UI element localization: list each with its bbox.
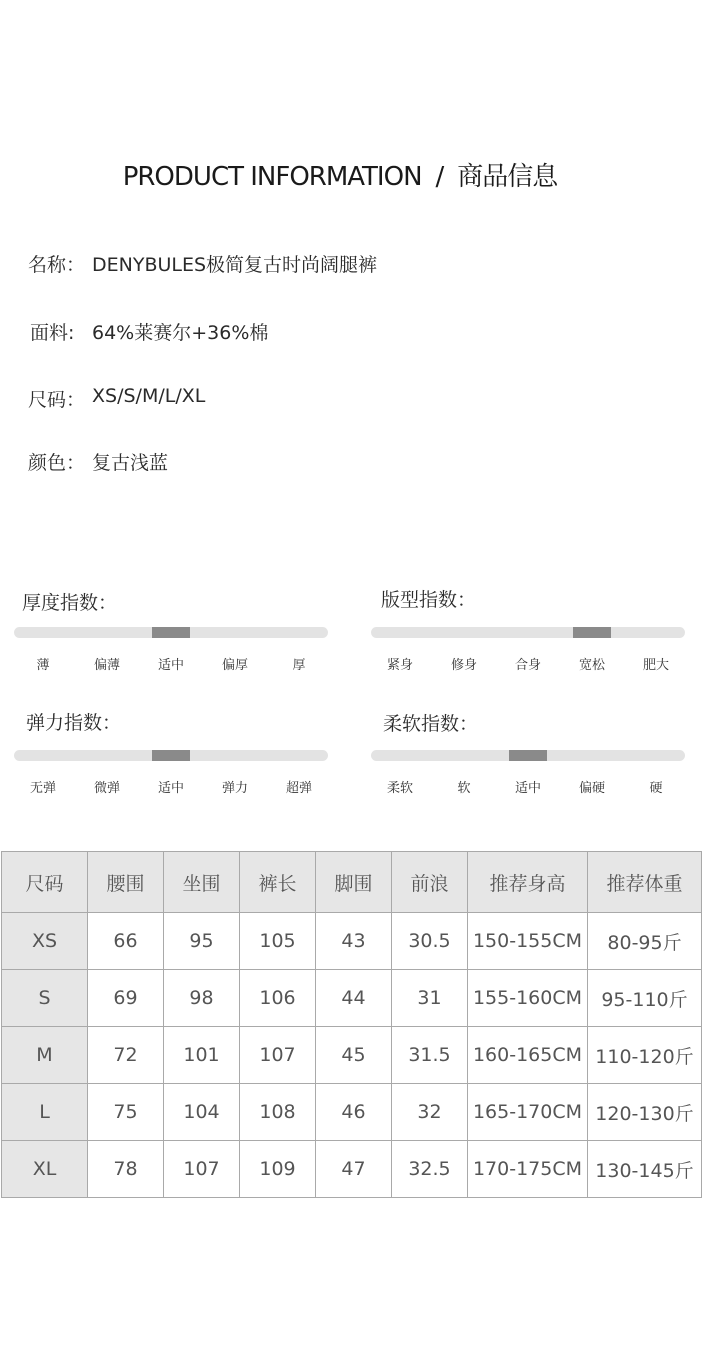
table-cell: 104	[164, 1084, 240, 1141]
info-value: 复古浅蓝	[92, 452, 169, 474]
table-cell: 31.5	[392, 1027, 468, 1084]
tick-label: 薄	[36, 658, 50, 673]
table-cell: 105	[240, 913, 316, 970]
tick-label: 微弹	[93, 781, 121, 796]
tick-label: 修身	[450, 658, 478, 673]
info-label: 尺码：	[28, 389, 86, 411]
fit-index-marker	[573, 627, 611, 638]
elasticity-index-bar	[14, 750, 328, 761]
info-value: XS/S/M/L/XL	[92, 385, 206, 407]
tick-label: 偏厚	[221, 658, 249, 673]
info-row-fabric	[30, 318, 269, 345]
title-chinese: 商品信息	[457, 162, 558, 192]
tick-label: 硬	[649, 781, 663, 796]
thickness-index-marker	[152, 627, 190, 638]
column-header: 裤长	[240, 852, 316, 913]
column-header: 脚围	[316, 852, 392, 913]
tick-label: 柔软	[386, 781, 414, 796]
column-header: 推荐身高	[468, 852, 588, 913]
table-cell: 66	[88, 913, 164, 970]
tick-label: 合身	[514, 658, 542, 673]
thickness-index-ticks	[14, 654, 328, 672]
elasticity-index-title: 弹力指数：	[26, 712, 122, 734]
softness-index-ticks	[371, 777, 685, 795]
column-header: 尺码	[2, 852, 88, 913]
table-cell: 95	[164, 913, 240, 970]
table-cell: 110-120斤	[588, 1027, 702, 1084]
table-cell: 150-155CM	[468, 913, 588, 970]
table-cell: 46	[316, 1084, 392, 1141]
elasticity-index-ticks	[14, 777, 328, 795]
table-row	[2, 970, 702, 1027]
info-label: 名称：	[28, 254, 86, 276]
tick-label: 弹力	[221, 781, 249, 796]
table-cell: 165-170CM	[468, 1084, 588, 1141]
tick-label: 软	[457, 781, 471, 796]
info-label: 面料:	[30, 322, 75, 344]
tick-label: 适中	[157, 658, 185, 673]
tick-label: 偏薄	[93, 658, 121, 673]
title-english: PRODUCT INFORMATION	[122, 162, 422, 192]
table-cell: 32	[392, 1084, 468, 1141]
table-cell: 109	[240, 1141, 316, 1198]
fit-index-ticks	[371, 654, 685, 672]
table-cell: 31	[392, 970, 468, 1027]
table-cell: 107	[240, 1027, 316, 1084]
table-row	[2, 1084, 702, 1141]
softness-index-title: 柔软指数：	[383, 713, 479, 735]
softness-index-marker	[509, 750, 547, 761]
table-cell: 44	[316, 970, 392, 1027]
table-cell: 69	[88, 970, 164, 1027]
table-cell: S	[2, 970, 88, 1027]
table-cell: 75	[88, 1084, 164, 1141]
table-cell: 72	[88, 1027, 164, 1084]
table-cell: 47	[316, 1141, 392, 1198]
title-separator: /	[435, 162, 444, 192]
info-value: 64%莱赛尔+36%棉	[92, 322, 269, 344]
table-cell: M	[2, 1027, 88, 1084]
table-cell: 43	[316, 913, 392, 970]
tick-label: 偏硬	[578, 781, 606, 796]
table-cell: 106	[240, 970, 316, 1027]
tick-label: 紧身	[386, 658, 414, 673]
size-table	[1, 851, 702, 1198]
info-value: DENYBULES极简复古时尚阔腿裤	[92, 254, 378, 276]
tick-label: 适中	[157, 781, 185, 796]
tick-label: 肥大	[642, 658, 670, 673]
info-row-name	[28, 250, 378, 277]
table-cell: 98	[164, 970, 240, 1027]
table-cell: 95-110斤	[588, 970, 702, 1027]
page-title	[0, 156, 680, 193]
table-cell: 170-175CM	[468, 1141, 588, 1198]
table-cell: L	[2, 1084, 88, 1141]
column-header: 前浪	[392, 852, 468, 913]
table-cell: 80-95斤	[588, 913, 702, 970]
softness-index-bar	[371, 750, 685, 761]
info-label: 颜色：	[28, 452, 86, 474]
table-cell: XL	[2, 1141, 88, 1198]
thickness-index-title: 厚度指数：	[22, 592, 118, 614]
tick-label: 无弹	[29, 781, 57, 796]
table-cell: 107	[164, 1141, 240, 1198]
table-cell: 30.5	[392, 913, 468, 970]
table-cell: 155-160CM	[468, 970, 588, 1027]
table-cell: 130-145斤	[588, 1141, 702, 1198]
info-row-color	[28, 448, 169, 475]
tick-label: 宽松	[578, 658, 606, 673]
table-cell: 101	[164, 1027, 240, 1084]
info-row-size	[28, 385, 206, 412]
table-cell: 120-130斤	[588, 1084, 702, 1141]
tick-label: 厚	[292, 658, 306, 673]
fit-index-title: 版型指数：	[381, 589, 477, 611]
table-row	[2, 913, 702, 970]
fit-index-bar	[371, 627, 685, 638]
elasticity-index-marker	[152, 750, 190, 761]
table-cell: 78	[88, 1141, 164, 1198]
tick-label: 适中	[514, 781, 542, 796]
table-header-row	[2, 852, 702, 913]
tick-label: 超弹	[285, 781, 313, 796]
column-header: 推荐体重	[588, 852, 702, 913]
column-header: 腰围	[88, 852, 164, 913]
table-row	[2, 1027, 702, 1084]
table-cell: 32.5	[392, 1141, 468, 1198]
table-row	[2, 1141, 702, 1198]
table-cell: 160-165CM	[468, 1027, 588, 1084]
thickness-index-bar	[14, 627, 328, 638]
table-cell: XS	[2, 913, 88, 970]
table-cell: 108	[240, 1084, 316, 1141]
table-cell: 45	[316, 1027, 392, 1084]
column-header: 坐围	[164, 852, 240, 913]
